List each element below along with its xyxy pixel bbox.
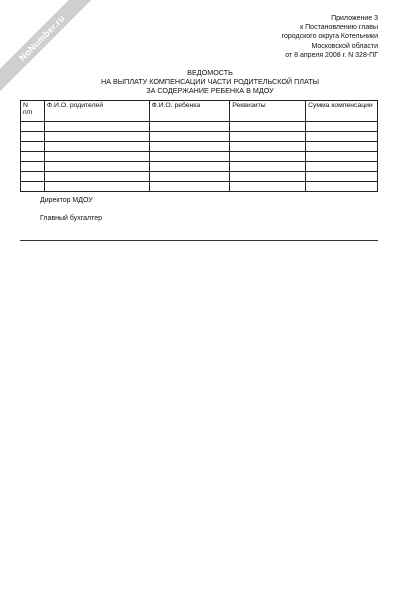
title-line: ЗА СОДЕРЖАНИЕ РЕБЕНКА В МДОУ	[146, 86, 274, 95]
table-row	[21, 122, 378, 132]
table-row	[21, 142, 378, 152]
document-title	[0, 68, 420, 95]
table-cell	[306, 182, 378, 192]
signature-chief-accountant: Главный бухгалтер	[40, 215, 102, 222]
header-number-line1: N	[23, 102, 28, 109]
table-row	[21, 172, 378, 182]
table-cell	[230, 152, 306, 162]
title-line: НА ВЫПЛАТУ КОМПЕНСАЦИИ ЧАСТИ РОДИТЕЛЬСКОЙ ПЛАТЫ	[101, 77, 319, 86]
table-cell	[306, 152, 378, 162]
table-cell	[44, 132, 149, 142]
divider-line	[20, 240, 378, 241]
signature-director: Директор МДОУ	[40, 197, 93, 204]
table-cell	[21, 182, 45, 192]
table-row	[21, 132, 378, 142]
table-cell	[230, 142, 306, 152]
compensation-table	[20, 100, 378, 192]
table-cell	[306, 132, 378, 142]
header-number-line2: п/п	[23, 109, 33, 116]
header-details: Реквизиты	[230, 101, 306, 122]
appendix-block	[282, 14, 378, 60]
table-cell	[149, 162, 230, 172]
table-cell	[44, 122, 149, 132]
table-cell	[149, 172, 230, 182]
table-cell	[230, 132, 306, 142]
table-cell	[44, 172, 149, 182]
header-number	[21, 101, 45, 122]
table-cell	[149, 152, 230, 162]
table-cell	[306, 162, 378, 172]
table-cell	[21, 122, 45, 132]
table-cell	[44, 152, 149, 162]
appendix-line: Московской области	[311, 42, 378, 50]
table-cell	[21, 162, 45, 172]
header-parent-name: Ф.И.О. родителей	[44, 101, 149, 122]
watermark-ribbon: NoNumber.ru	[0, 0, 104, 100]
header-child-name: Ф.И.О. ребенка	[149, 101, 230, 122]
table-row	[21, 162, 378, 172]
table-cell	[44, 142, 149, 152]
table-cell	[230, 172, 306, 182]
table-cell	[149, 122, 230, 132]
table-cell	[44, 182, 149, 192]
appendix-line: городского округа Котельники	[281, 33, 378, 41]
table-cell	[306, 122, 378, 132]
table-cell	[149, 142, 230, 152]
table-header-row	[21, 101, 378, 122]
appendix-line: от 8 апреля 2008 г. N 328-ПГ	[285, 51, 378, 59]
table-row	[21, 182, 378, 192]
table-cell	[306, 172, 378, 182]
appendix-line: Приложение 3	[331, 15, 378, 22]
appendix-line: к Постановлению главы	[300, 24, 378, 32]
header-amount: Сумма компенсации	[306, 101, 378, 122]
table-cell	[21, 132, 45, 142]
table-cell	[44, 162, 149, 172]
title-line: ВЕДОМОСТЬ	[187, 68, 233, 77]
table-cell	[306, 142, 378, 152]
table-cell	[21, 142, 45, 152]
table-cell	[149, 132, 230, 142]
table-cell	[230, 162, 306, 172]
table-row	[21, 152, 378, 162]
table-cell	[21, 172, 45, 182]
table-cell	[230, 182, 306, 192]
table-cell	[230, 122, 306, 132]
table-cell	[149, 182, 230, 192]
table-cell	[21, 152, 45, 162]
